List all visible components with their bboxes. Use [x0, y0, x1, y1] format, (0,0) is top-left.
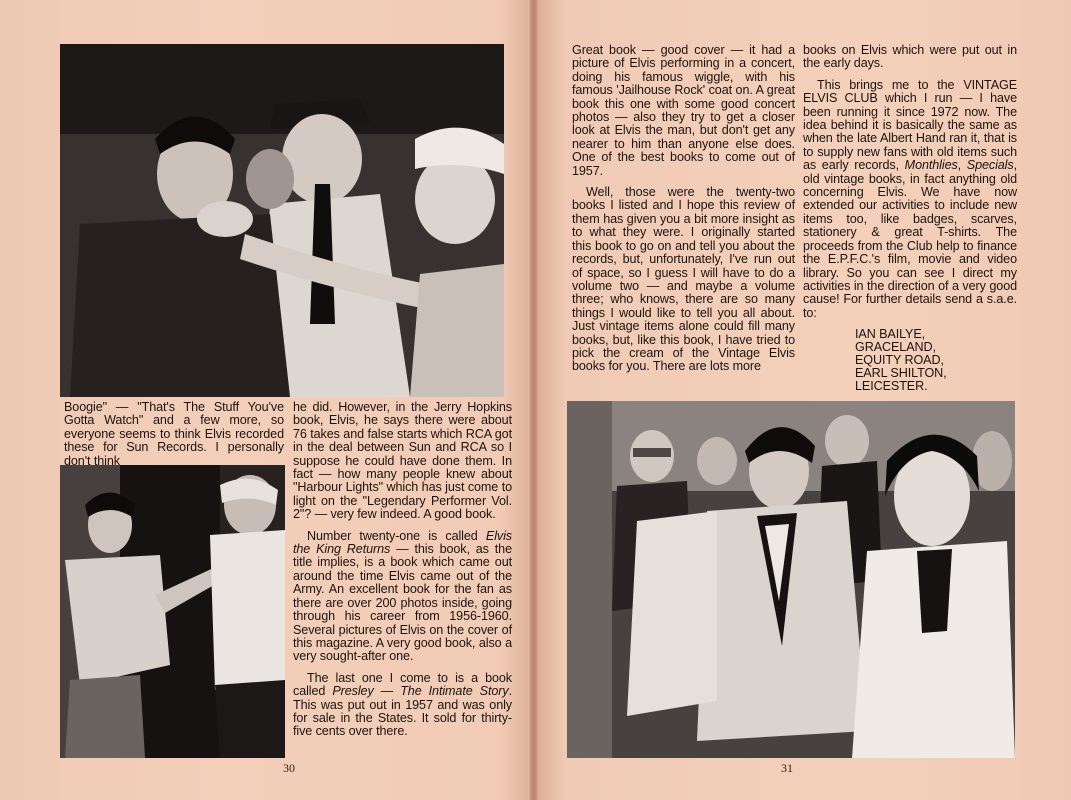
- paragraph: The last one I come to is a book called Presley — The Intimate Story. This was put out in 1957 and was only for sale in the States. It sold for thirty-five cents over there.: [293, 670, 512, 739]
- address-line: IAN BAILYE,: [855, 327, 926, 342]
- book-title: Elvis the King Returns: [293, 528, 512, 557]
- paragraph: Number twenty-one is called Elvis the King Returns — this book, as the title implies, is a book which came out around the time Elvis came out of the Army. An excellent book for the fan as there are over 200 photos inside, going through his career from 1956-1960. Several pictures of Elvis on the cover of this magazine. A very good book, also a very sought-after one.: [293, 528, 512, 664]
- right-column-2-text: [803, 44, 1017, 393]
- address-line: LEICESTER.: [855, 379, 928, 394]
- left-column-2-text: [293, 401, 512, 747]
- paragraph: Great book — good cover — it had a picture of Elvis performing in a concert, doing his famous wiggle, with his famous 'Jailhouse Rock' coat on. A great book this one with some good concert photos — also they try to get a closer look at Elvis the man, but don't get any nearer to him than anyone else does. One of the best books to come out of 1957.: [572, 43, 795, 178]
- paragraph: Well, those were the twenty-two books I listed and I hope this review of them has given you a bit more insight as to what they were. I originally started this book to go on and tell you about the records, but, unfortunately, I've run out of space, so I guess I will have to do a volume two — and maybe a volume three; who knows, there are so many things I would like to tell you all about. Just vintage items alone could fill many books, but, like this book, I have tried to pick the cream of the Vintage Elvis books for you. There are lots more: [572, 185, 795, 374]
- right-column-1-text: [572, 44, 795, 382]
- address-line: GRACELAND,: [855, 340, 936, 355]
- paragraph: Boogie" — "That's The Stuff You've Gotta Watch" and a few more, so everyone seems to think Elvis recorded these for Sun Records. I personally don't think: [64, 400, 284, 468]
- club-address: [855, 328, 1017, 393]
- photo-elvis-with-young-woman: [567, 401, 1015, 758]
- paragraph: This brings me to the VINTAGE ELVIS CLUB which I run — I have been running it since 1972 now. The idea behind it is basically the same as when the late Albert Hand ran it, that is to supply new fans with old items such as early records, Monthlies, Specials, old vintage books, in fact anything old concerning Elvis. We have now extended our activities to include new items too, like badges, scarves, stationery & great T-shirts. The proceeds from the Club help to finance the E.P.F.C.'s film, movie and video library. So you can see I direct my activities in the direction of a very good cause! For further details send a s.a.e. to:: [803, 77, 1017, 320]
- address-line: EARL SHILTON,: [855, 366, 947, 381]
- photo-elvis-on-stage: [60, 465, 285, 758]
- address-line: EQUITY ROAD,: [855, 353, 944, 368]
- left-column-1-text: [64, 401, 284, 476]
- book-title: Presley — The Intimate Story: [332, 684, 509, 699]
- photo-elvis-kissing-fan-hand: [60, 44, 504, 397]
- book-gutter: [530, 0, 538, 800]
- paragraph: books on Elvis which were put out in the early days.: [803, 43, 1017, 71]
- right-page-number: 31: [781, 761, 793, 775]
- paragraph: he did. However, in the Jerry Hopkins book, Elvis, he says there were about 76 takes and false starts which RCA got in the deal between Sun and RCA so I suppose he could have done them. In fact — how many people knew about "Harbour Lights" which has just come to light on the "Legendary Performer Vol. 2"? — very few indeed. A good book.: [293, 400, 512, 522]
- left-page-number: 30: [283, 761, 295, 775]
